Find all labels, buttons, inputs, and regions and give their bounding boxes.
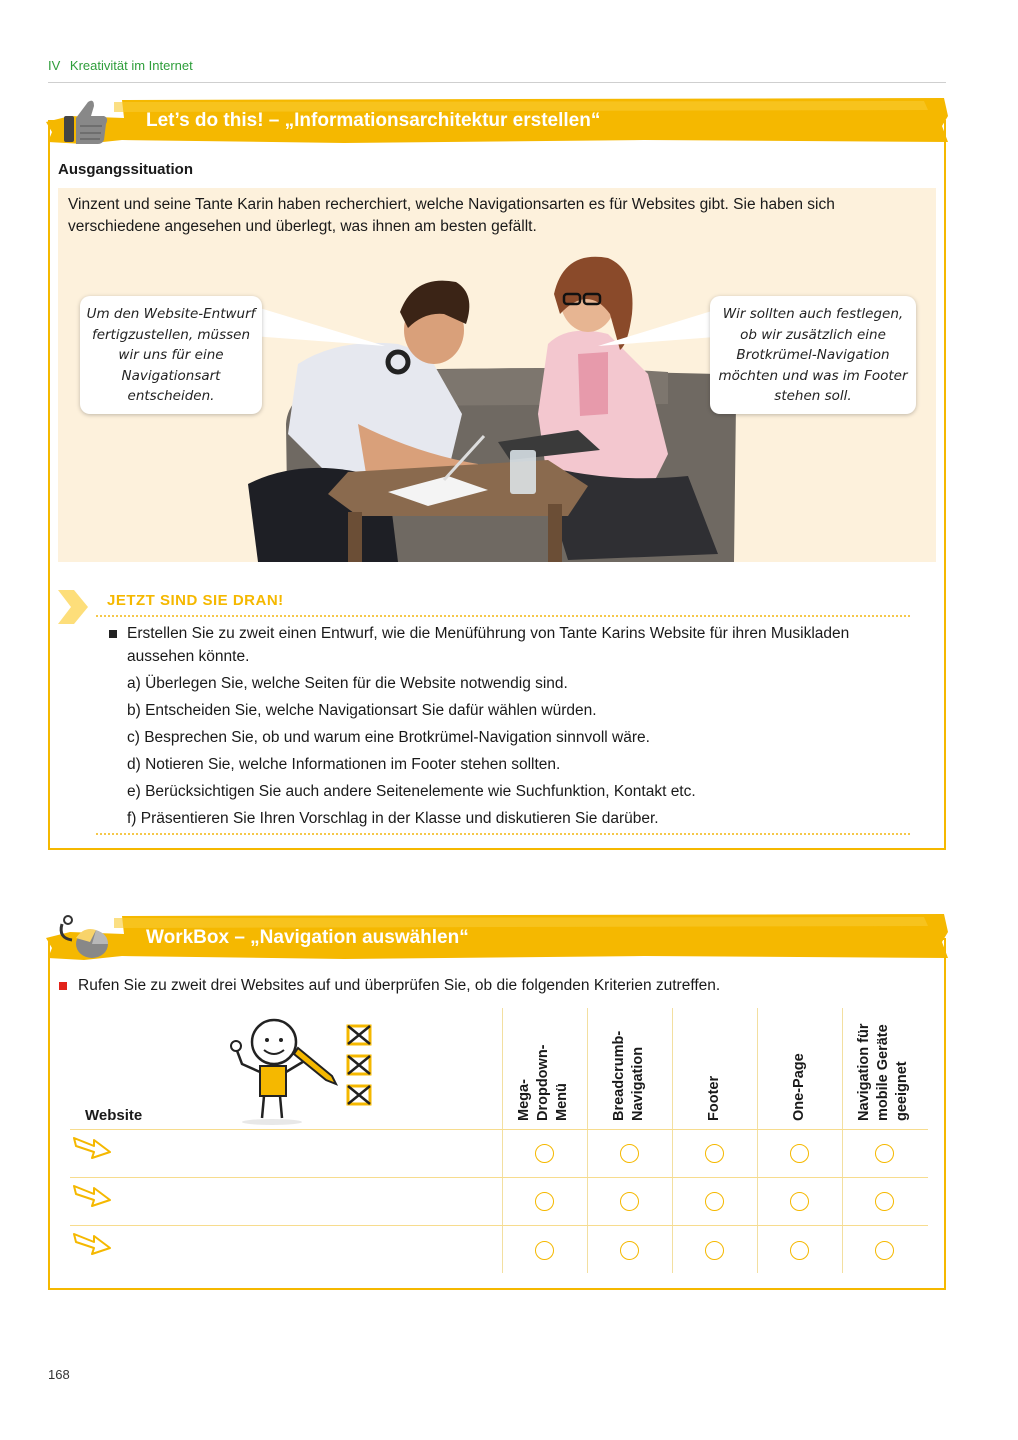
- speech-bubble-right: Wir sollten auch festlegen, ob wir zusätzlich eine Brotkrümel-Navigation möchten und was im Footer stehen soll.: [710, 296, 916, 414]
- scenario-intro: Vinzent und seine Tante Karin haben recherchiert, welche Navigationsarten es für Websites gibt. Sie haben sich verschiedene angesehen und überlegt, was ihnen am besten gefällt.: [68, 196, 835, 235]
- checkbox-row2-breadcrumb[interactable]: [620, 1192, 639, 1211]
- checkbox-row2-mobile[interactable]: [875, 1192, 894, 1211]
- checkbox-row2-mega[interactable]: [535, 1192, 554, 1211]
- thumbs-up-icon: [60, 96, 110, 146]
- checkbox-row1-breadcrumb[interactable]: [620, 1144, 639, 1163]
- task-bullet: [109, 630, 117, 638]
- column-header-one-page: One-Page: [791, 1053, 807, 1121]
- task-divider-bottom: [96, 833, 910, 835]
- grid-line-col-2: [587, 1008, 588, 1273]
- section-label: Ausgangssituation: [58, 161, 194, 178]
- speech-bubble-left: Um den Website-Entwurf fertigzustellen, müssen wir uns für eine Navigationsart entscheiden.: [80, 296, 262, 414]
- header-divider: [48, 82, 946, 83]
- row-1-arrow-icon: [72, 1134, 112, 1162]
- subtask-c: c) Besprechen Sie, ob und warum eine Brotkrümel-Navigation sinnvoll wäre.: [127, 729, 650, 746]
- task-heading: JETZT SIND SIE DRAN!: [107, 592, 284, 609]
- column-header-breadcrumb: Breadcrumb- Navigation: [611, 1030, 646, 1121]
- grid-line-col-5: [842, 1008, 843, 1273]
- row-3-arrow-icon: [72, 1230, 112, 1258]
- chapter-title: Kreativität im Internet: [69, 58, 193, 73]
- instruction-bullet: [59, 982, 67, 990]
- checkbox-row2-onepage[interactable]: [790, 1192, 809, 1211]
- table-row-rule-1: [70, 1177, 928, 1178]
- grid-line-col-4: [757, 1008, 758, 1273]
- table-row-rule-2: [70, 1225, 928, 1226]
- scenario-panel: [58, 188, 936, 562]
- grid-line-col-3: [672, 1008, 673, 1273]
- checkbox-row3-breadcrumb[interactable]: [620, 1241, 639, 1260]
- subtask-a: a) Überlegen Sie, welche Seiten für die Website notwendig sind.: [127, 675, 568, 692]
- task-divider-top: [96, 615, 910, 617]
- column-header-mobile: Navigation für mobile Geräte geeignet: [856, 1023, 910, 1121]
- column-header-mega-dropdown: Mega- Dropdown- Menü: [516, 1044, 570, 1121]
- workbox-instruction: Rufen Sie zu zweit drei Websites auf und überprüfen Sie, ob die folgenden Kriterien zutreffen.: [78, 977, 721, 994]
- checkbox-row1-onepage[interactable]: [790, 1144, 809, 1163]
- checkbox-row2-footer[interactable]: [705, 1192, 724, 1211]
- table-header-rule: [70, 1129, 928, 1130]
- checkbox-row3-onepage[interactable]: [790, 1241, 809, 1260]
- page-number: 168: [48, 1367, 70, 1382]
- checkbox-row1-mobile[interactable]: [875, 1144, 894, 1163]
- row-2-arrow-icon: [72, 1182, 112, 1210]
- subtask-f: f) Präsentieren Sie Ihren Vorschlag in der Klasse und diskutieren Sie darüber.: [127, 810, 659, 827]
- workbox-title: WorkBox – „Navigation auswählen“: [146, 927, 469, 948]
- bubble-right-tail: [598, 300, 728, 360]
- subtask-b: b) Entscheiden Sie, welche Navigationsart Sie dafür wählen würden.: [127, 702, 597, 719]
- subtask-e: e) Berücksichtigen Sie auch andere Seitenelemente wie Suchfunktion, Kontakt etc.: [127, 783, 696, 800]
- checkbox-row3-mega[interactable]: [535, 1241, 554, 1260]
- task-box-title: Let’s do this! – „Informationsarchitektur erstellen“: [146, 110, 601, 131]
- checkbox-row3-footer[interactable]: [705, 1241, 724, 1260]
- checkbox-row1-mega[interactable]: [535, 1144, 554, 1163]
- task-main: Erstellen Sie zu zweit einen Entwurf, wie die Menüführung von Tante Karins Website für ihren Musikladen aussehen könnte.: [127, 625, 850, 665]
- running-head: [48, 58, 193, 73]
- computer-mouse-icon: [56, 914, 112, 962]
- bubble-left-tail: [253, 296, 393, 366]
- website-column-label: Website: [85, 1107, 143, 1124]
- column-header-footer: Footer: [706, 1075, 722, 1121]
- subtask-d: d) Notieren Sie, welche Informationen im Footer stehen sollten.: [127, 756, 561, 773]
- checkbox-row3-mobile[interactable]: [875, 1241, 894, 1260]
- arrow-marker-icon: [56, 588, 90, 626]
- grid-line-col-1: [502, 1008, 503, 1273]
- checkbox-row1-footer[interactable]: [705, 1144, 724, 1163]
- stick-figure-checklist-illustration: [224, 1014, 384, 1126]
- chapter-number: IV: [48, 58, 61, 73]
